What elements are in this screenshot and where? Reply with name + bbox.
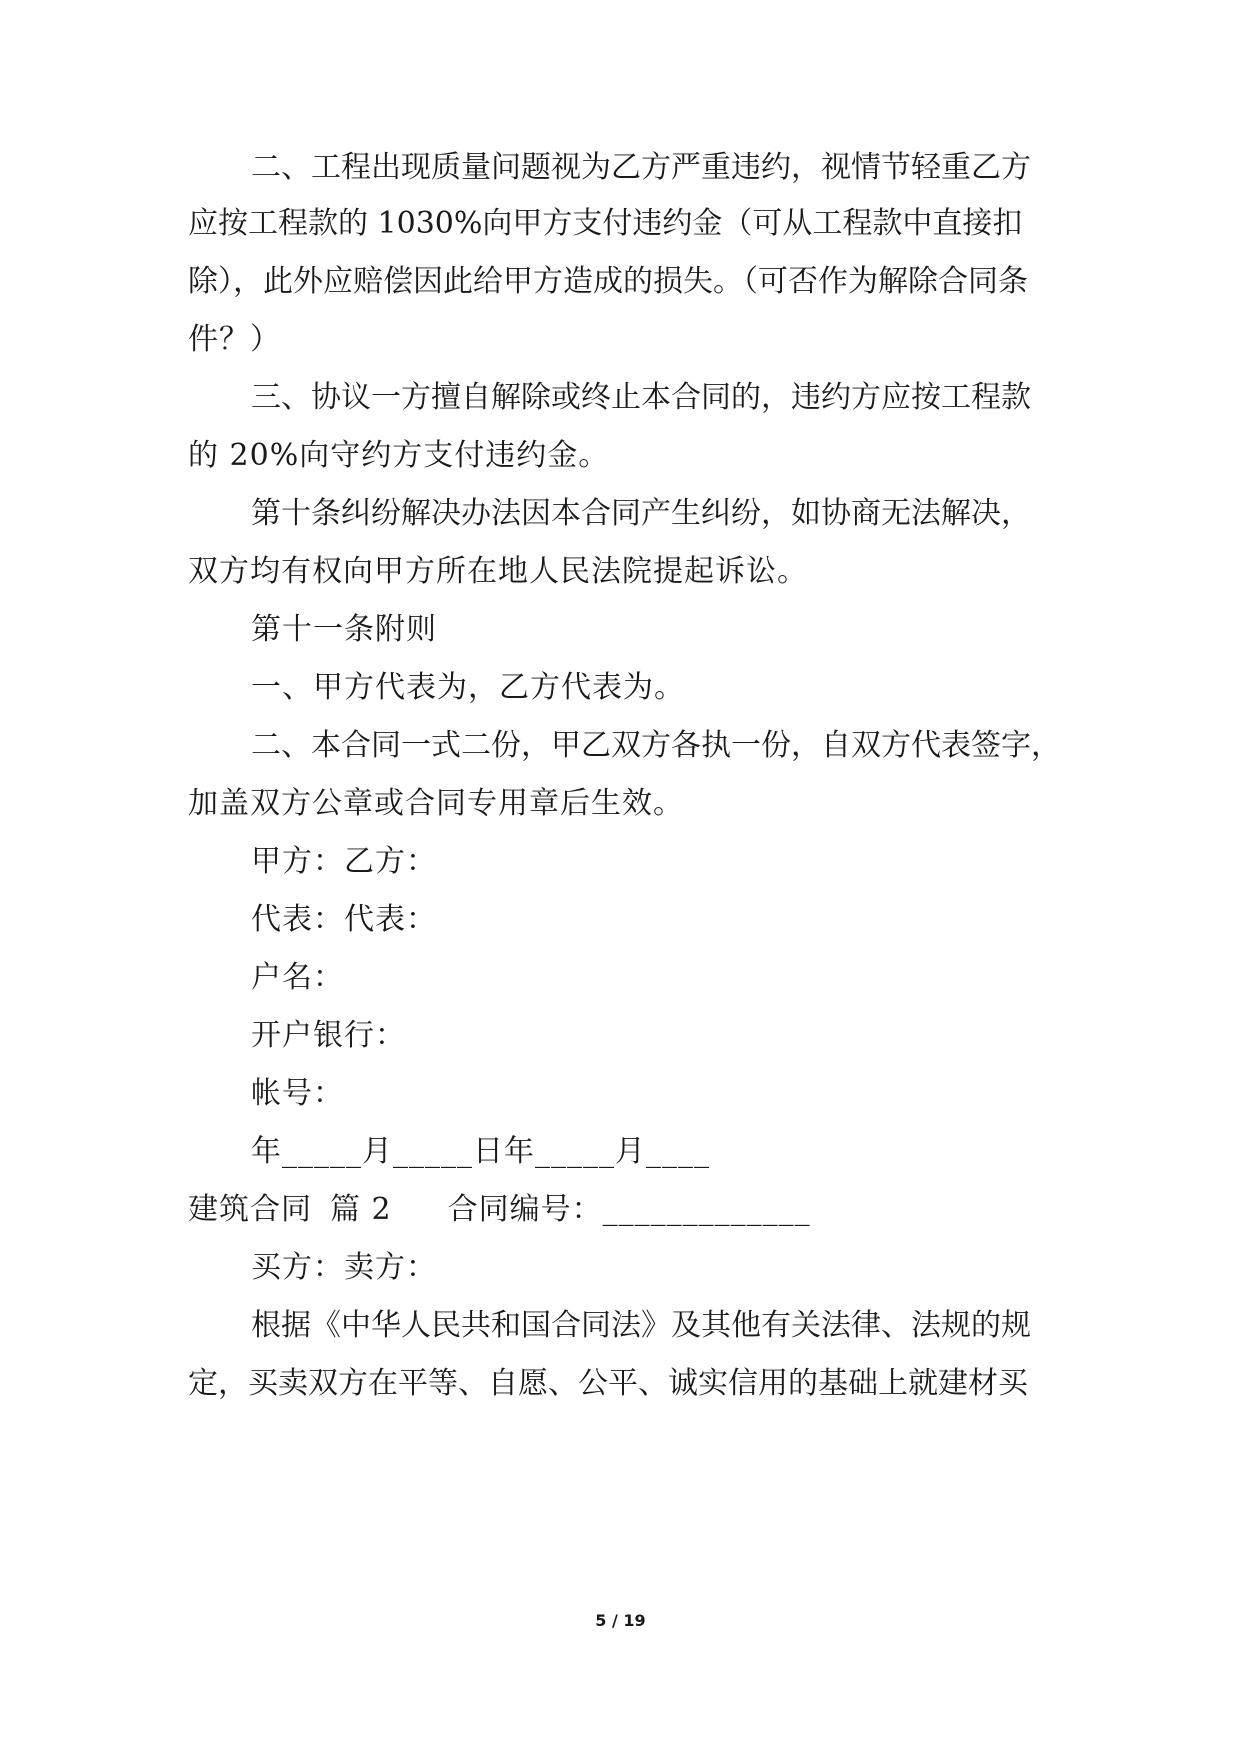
signature-representatives-line: 代表：代表： [251, 902, 437, 937]
account-name-line: 户名： [251, 960, 344, 995]
section-heading: 第十一条附则 [251, 612, 437, 647]
contract-title: 建筑合同 [188, 1192, 312, 1227]
paragraph-line: 的 20%向守约方支付违约金。 [188, 438, 610, 473]
paragraph-line: 加盖双方公章或合同专用章后生效。 [188, 786, 684, 821]
paragraph-line: 件？） [188, 322, 281, 357]
signature-parties-line: 甲方：乙方： [251, 844, 437, 879]
paragraph-line: 双方均有权向甲方所在地人民法院提起诉讼。 [188, 554, 808, 589]
account-number-line: 帐号： [251, 1076, 344, 1111]
paragraph-line: 二、工程出现质量问题视为乙方严重违约，视情节轻重乙方 [251, 150, 1031, 185]
paragraph-line: 定，买卖双方在平等、自愿、公平、诚实信用的基础上就建材买 [188, 1366, 1028, 1401]
contract-part: 篇 2 [330, 1192, 392, 1227]
page-number: 5 / 19 [595, 1611, 646, 1630]
contract-number-field: 合同编号：_____________ [447, 1192, 811, 1227]
paragraph-line: 一、甲方代表为，乙方代表为。 [251, 670, 685, 705]
paragraph-line: 根据《中华人民共和国合同法》及其他有关法律、法规的规 [251, 1308, 1031, 1343]
bank-line: 开户银行： [251, 1018, 406, 1053]
date-line: 年_____月_____日年_____月____ [251, 1134, 710, 1169]
paragraph-line: 应按工程款的 1030%向甲方支付违约金（可从工程款中直接扣 [188, 206, 1023, 241]
paragraph-line: 二、本合同一式二份，甲乙双方各执一份，自双方代表签字， [251, 728, 1061, 763]
contract-heading-line [188, 1190, 811, 1230]
buyer-seller-line: 买方：卖方： [251, 1250, 437, 1285]
paragraph-line: 第十条纠纷解决办法因本合同产生纠纷，如协商无法解决， [251, 496, 1031, 531]
paragraph-line: 除），此外应赔偿因此给甲方造成的损失。（可否作为解除合同条 [188, 264, 1028, 299]
paragraph-line: 三、协议一方擅自解除或终止本合同的，违约方应按工程款 [251, 380, 1031, 415]
